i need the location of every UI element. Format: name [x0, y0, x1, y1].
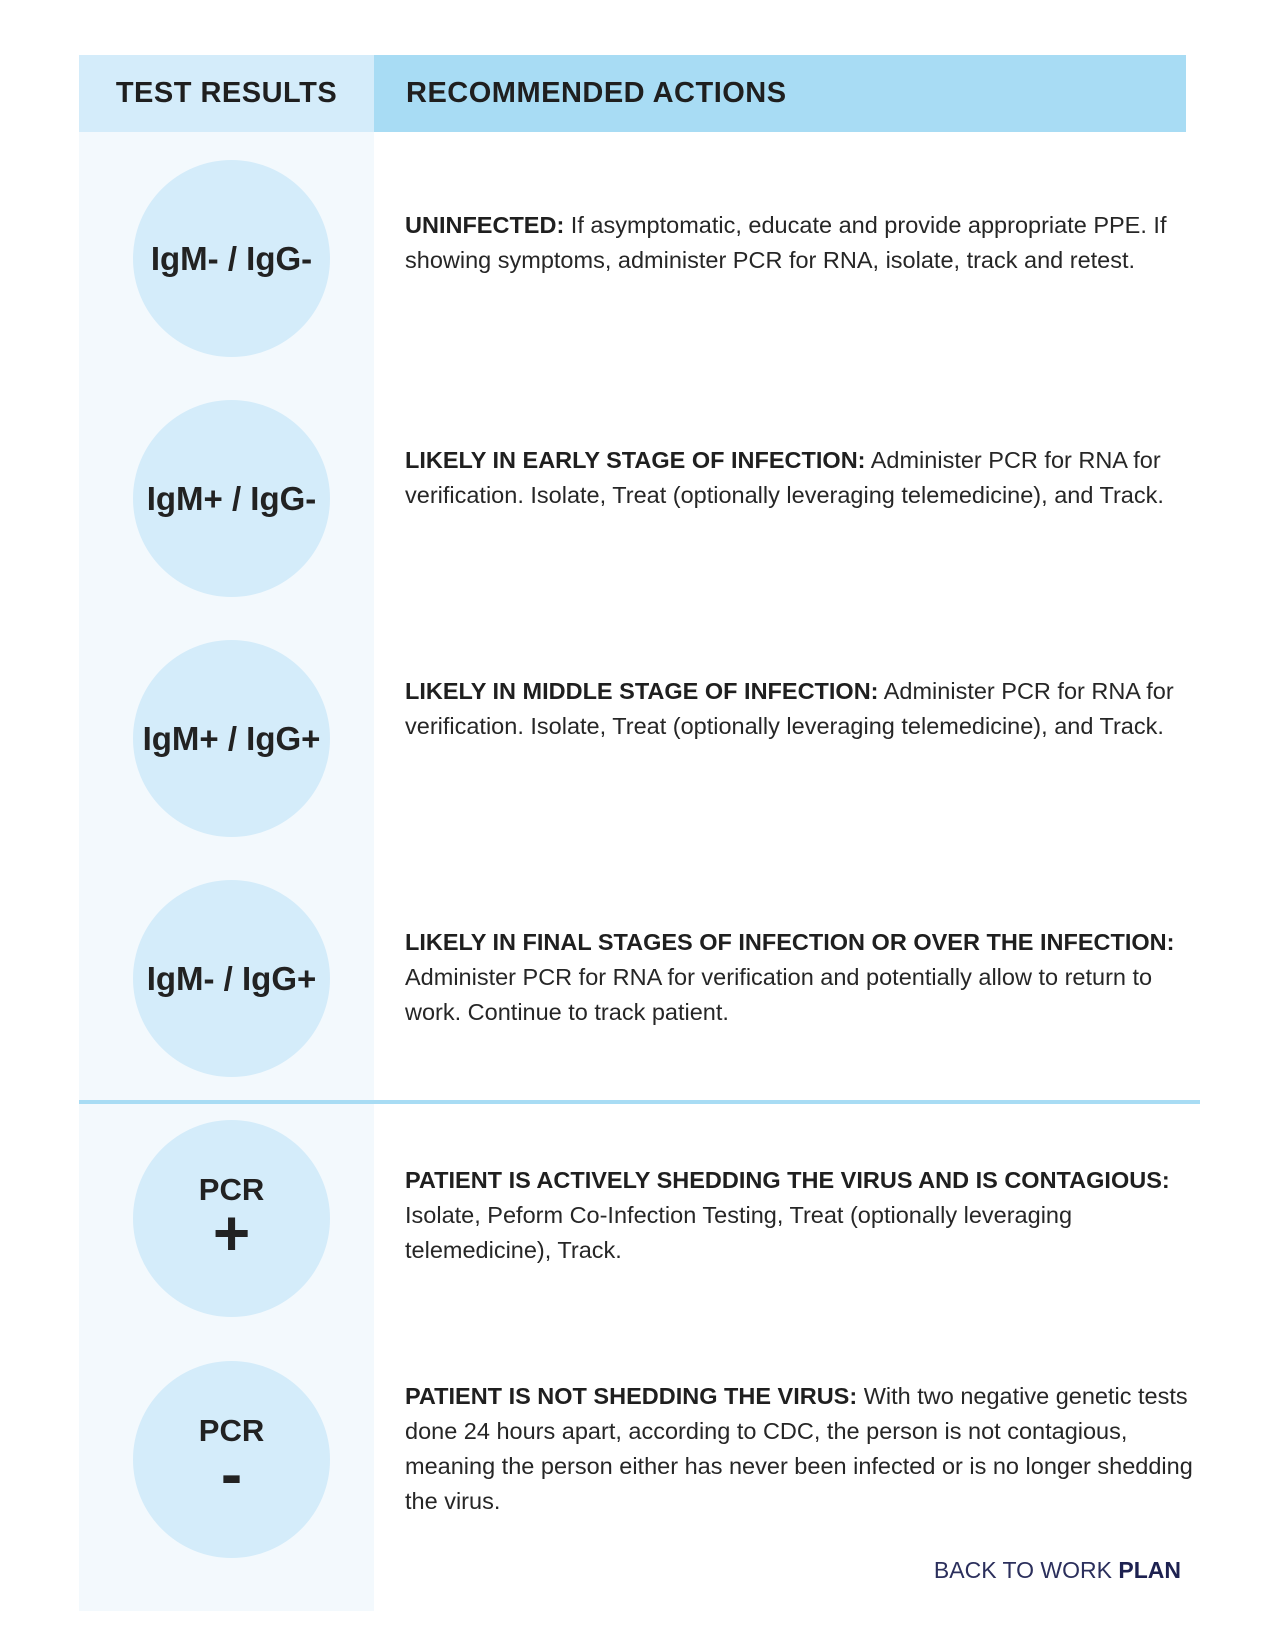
footer-brand [934, 1557, 1181, 1584]
action-body: Administer PCR for RNA for verification and potentially allow to return to work. Continue to track patient. [405, 964, 1153, 1025]
section-divider [79, 1100, 1200, 1104]
action-body: With two negative genetic tests done 24 hours apart, according to CDC, the person is not contagious, meaning the person either has never been infected or is no longer shedding the virus. [405, 1383, 1193, 1514]
recommended-actions-title: RECOMMENDED ACTIONS [406, 77, 787, 109]
action-text-middle-stage [405, 674, 1195, 744]
result-label: IgM- / IgG+ [146, 959, 317, 997]
result-label: IgM- / IgG- [150, 239, 313, 277]
action-heading: LIKELY IN EARLY STAGE OF INFECTION: [405, 447, 866, 473]
test-results-header [79, 55, 374, 132]
action-heading: UNINFECTED: [405, 212, 565, 238]
footer-text: BACK TO WORK [933, 1557, 1119, 1583]
pcr-label: PCR [198, 1172, 265, 1208]
recommended-actions-header [374, 55, 1186, 132]
action-body: Administer PCR for RNA for verification. Isolate, Treat (optionally leveraging telemedicine), and Track. [405, 678, 1174, 739]
action-heading: LIKELY IN MIDDLE STAGE OF INFECTION: [405, 678, 879, 704]
action-body: Isolate, Peform Co-Infection Testing, Treat (optionally leveraging telemedicine), Track. [405, 1202, 1073, 1263]
result-circle-pcr-positive [133, 1120, 330, 1317]
action-body: Administer PCR for RNA for verification. Isolate, Treat (optionally leveraging telemedicine), and Track. [405, 447, 1164, 508]
test-results-title: TEST RESULTS [115, 77, 338, 109]
footer-bold: PLAN [1118, 1557, 1181, 1583]
action-heading: LIKELY IN FINAL STAGES OF INFECTION OR OVER THE INFECTION: [405, 929, 1175, 955]
result-circle-pcr-negative [133, 1361, 330, 1558]
action-text-early-stage [405, 443, 1195, 513]
result-label: IgM+ / IgG+ [142, 719, 321, 757]
plus-icon: + [212, 1197, 251, 1270]
action-text-pcr-negative [405, 1379, 1195, 1519]
action-body: If asymptomatic, educate and provide appropriate PPE. If showing symptoms, administer PCR for RNA, isolate, track and retest. [405, 212, 1167, 273]
result-circle-igm-neg-igg-neg [133, 160, 330, 357]
result-circle-igm-neg-igg-pos [133, 880, 330, 1077]
result-circle-igm-pos-igg-pos [133, 640, 330, 837]
action-heading: PATIENT IS NOT SHEDDING THE VIRUS: [405, 1383, 858, 1409]
action-text-pcr-positive [405, 1163, 1195, 1268]
pcr-label: PCR [198, 1413, 265, 1449]
result-circle-igm-pos-igg-neg [133, 400, 330, 597]
action-heading: PATIENT IS ACTIVELY SHEDDING THE VIRUS AND IS CONTAGIOUS: [405, 1167, 1170, 1193]
minus-icon: - [220, 1438, 243, 1511]
action-text-uninfected [405, 208, 1195, 278]
action-text-final-stage [405, 925, 1195, 1030]
result-label: IgM+ / IgG- [146, 479, 317, 517]
